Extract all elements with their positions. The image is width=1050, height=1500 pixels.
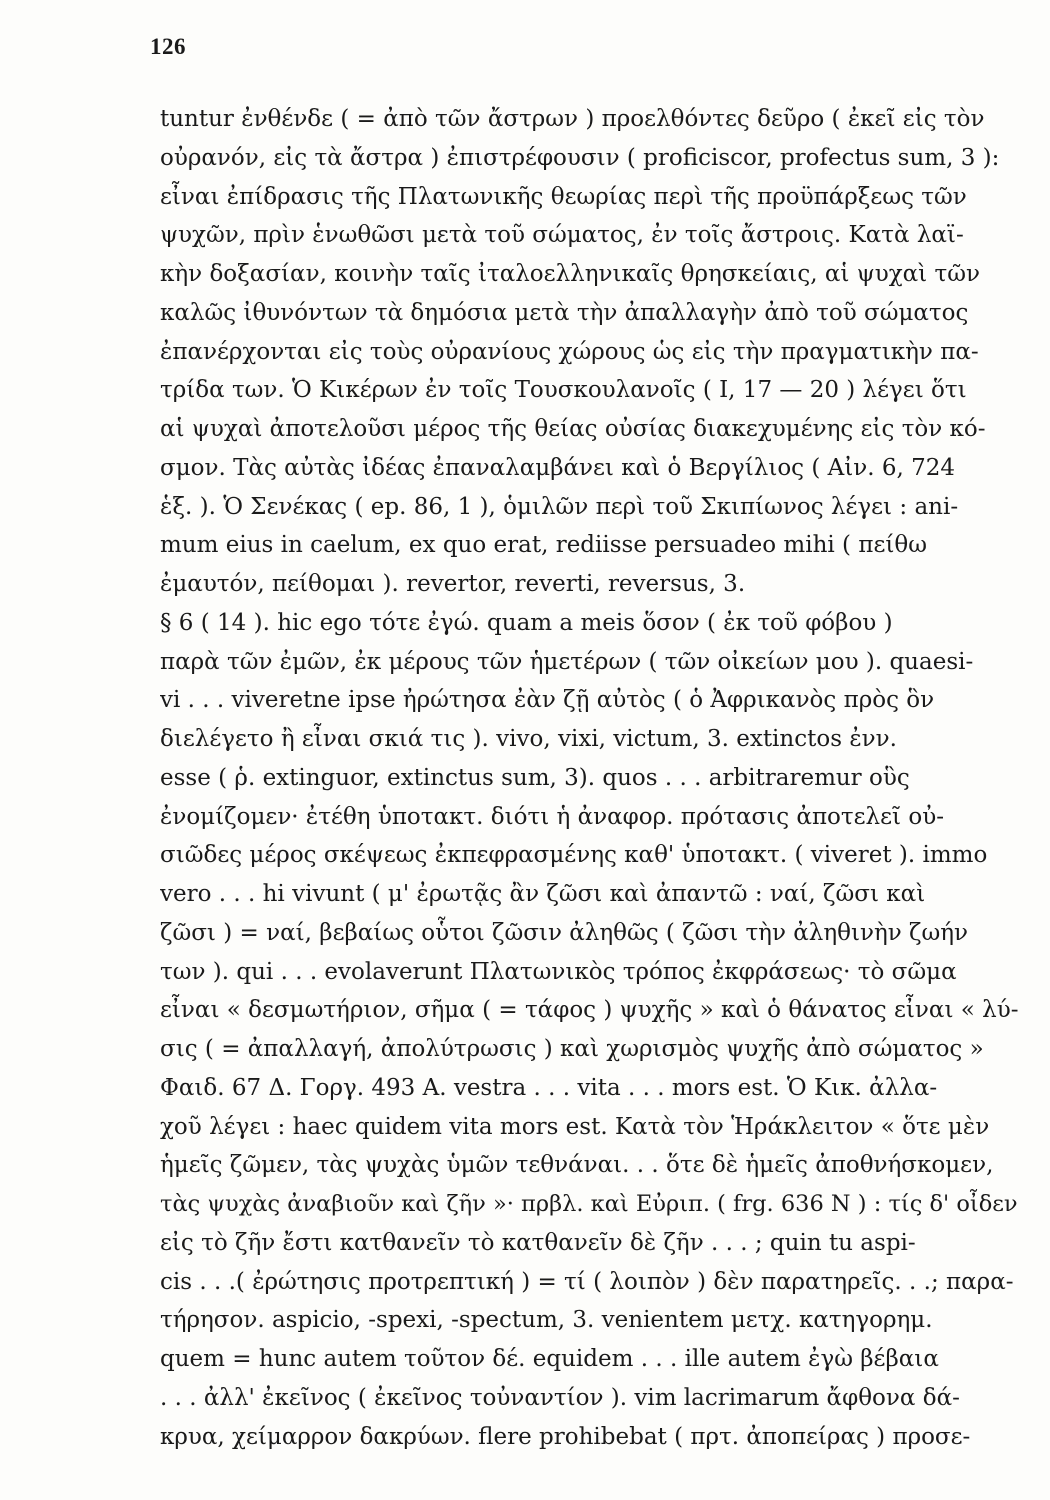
text-line: ἐπανέρχονται εἰς τοὺς οὐρανίους χώρους ὡς εἰς τὴν πραγματικὴν πα- (160, 338, 979, 365)
text-line: τρίδα των. Ὁ Κικέρων ἐν τοῖς Τουσκουλανοῖς ( I, 17 — 20 ) λέγει ὅτι (160, 377, 967, 404)
text-line: ζῶσι ) = ναί, βεβαίως οὗτοι ζῶσιν ἀληθῶς ( ζῶσι τὴν ἀληθινὴν ζωήν (160, 919, 969, 946)
text-line: κὴν δοξασίαν, κοινὴν ταῖς ἰταλοελληνικαῖς θρησκείαις, αἱ ψυχαὶ τῶν (160, 261, 980, 287)
text-line: § 6 ( 14 ). hic ego τότε ἐγώ. quam a meis ὅσον ( ἐκ τοῦ φόβου ) (160, 609, 893, 636)
text-line: ἐμαυτόν, πείθομαι ). revertor, reverti, reversus, 3. (160, 571, 746, 597)
text-line: cis . . .( ἐρώτησις προτρεπτική ) = τί ( λοιπὸν ) δὲν παρατηρεῖς. . .; παρα- (160, 1268, 1014, 1295)
text-line: esse ( ῥ. extinguor, extinctus sum, 3). quos . . . arbitraremur οὓς (160, 764, 910, 791)
text-line: mum eius in caelum, ex quo erat, rediisse persuadeo mihi ( πείθω (160, 532, 927, 559)
text-line: ἡμεῖς ζῶμεν, τὰς ψυχὰς ὑμῶν τεθνάναι. . . ὅτε δὲ ἡμεῖς ἀποθνήσκομεν, (160, 1152, 994, 1179)
text-line: εἶναι « δεσμωτήριον, σῆμα ( = τάφος ) ψυχῆς » καὶ ὁ θάνατος εἶναι « λύ- (160, 997, 1019, 1024)
text-line: vero . . . hi vivunt ( μ' ἐρωτᾷς ἂν ζῶσι καὶ ἀπαντῶ : ναί, ζῶσι καὶ (160, 881, 926, 907)
text-line: τήρησον. aspicio, -spexi, -spectum, 3. venientem μετχ. κατηγορημ. (160, 1307, 933, 1334)
text-line: χοῦ λέγει : haec quidem vita mors est. Κατὰ τὸν Ἡράκλειτον « ὅτε μὲν (160, 1113, 990, 1140)
text-line: σμον. Τὰς αὐτὰς ἰδέας ἐπαναλαμβάνει καὶ ὁ Βεργίλιος ( Αἰν. 6, 724 (160, 454, 956, 481)
text-line: σιῶδες μέρος σκέψεως ἐκπεφρασμένης καθ' ὑποτακτ. ( viveret ). immo (160, 842, 988, 869)
text-line: κρυα, χείμαρρον δακρύων. flere prohibebat ( πρτ. ἀποπείρας ) προσε- (160, 1423, 971, 1450)
text-line: tuntur ἐνθένδε ( = ἀπὸ τῶν ἄστρων ) προελθόντες δεῦρο ( ἐκεῖ εἰς τὸν (160, 106, 985, 132)
text-line: οὐρανόν, εἰς τὰ ἄστρα ) ἐπιστρέφουσιν ( proficiscor, profectus sum, 3 ): (160, 144, 1000, 171)
commentary-text (160, 100, 1030, 1456)
text-line: παρὰ τῶν ἐμῶν, ἐκ μέρους τῶν ἡμετέρων ( τῶν οἰκείων μου ). quaesi- (160, 648, 974, 675)
text-line: Φαιδ. 67 Δ. Γοργ. 493 Α. vestra . . . vita . . . mors est. Ὁ Κικ. ἀλλα- (160, 1074, 938, 1101)
text-line: καλῶς ἰθυνόντων τὰ δημόσια μετὰ τὴν ἀπαλλαγὴν ἀπὸ τοῦ σώματος (160, 299, 969, 326)
text-line: εἶναι ἐπίδρασις τῆς Πλατωνικῆς θεωρίας περὶ τῆς προϋπάρξεως τῶν (160, 183, 967, 210)
text-line: τὰς ψυχὰς ἀναβιοῦν καὶ ζῆν »· πρβλ. καὶ Εὐριπ. ( frg. 636 N ) : τίς δ' οἶδεν (160, 1191, 1018, 1217)
text-line: σις ( = ἀπαλλαγή, ἀπολύτρωσις ) καὶ χωρισμὸς ψυχῆς ἀπὸ σώματος » (160, 1036, 984, 1062)
text-line: ἐνομίζομεν· ἐτέθη ὑποτακτ. διότι ἡ ἀναφορ. πρότασις ἀποτελεῖ οὐ- (160, 803, 944, 830)
text-line: διελέγετο ἢ εἶναι σκιά τις ). vivo, vixi, victum, 3. extinctos ἐνν. (160, 726, 897, 752)
text-line: . . . ἀλλ' ἐκεῖνος ( ἐκεῖνος τοὐναντίον ). vim lacrimarum ἄφθονα δά- (160, 1384, 960, 1411)
text-line: των ). qui . . . evolaverunt Πλατωνικὸς τρόπος ἐκφράσεως· τὸ σῶμα (160, 958, 957, 985)
text-line: αἱ ψυχαὶ ἀποτελοῦσι μέρος τῆς θείας οὐσίας διακεχυμένης εἰς τὸν κό- (160, 416, 986, 442)
text-line: vi . . . viveretne ipse ἠρώτησα ἐὰν ζῇ αὐτὸς ( ὁ Ἀφρικανὸς πρὸς ὃν (160, 687, 935, 714)
text-line: quem = hunc autem τοῦτον δέ. equidem . . . ille autem ἐγὼ βέβαια (160, 1346, 939, 1372)
text-line: ἑξ. ). Ὁ Σενέκας ( ep. 86, 1 ), ὁμιλῶν περὶ τοῦ Σκιπίωνος λέγει : ani- (160, 493, 959, 520)
text-line: ψυχῶν, πρὶν ἑνωθῶσι μετὰ τοῦ σώματος, ἐν τοῖς ἄστροις. Κατὰ λαϊ- (160, 222, 964, 249)
page-number: 126 (150, 34, 186, 59)
text-line: εἰς τὸ ζῆν ἔστι κατθανεῖν τὸ κατθανεῖν δὲ ζῆν . . . ; quin tu aspi- (160, 1229, 916, 1256)
